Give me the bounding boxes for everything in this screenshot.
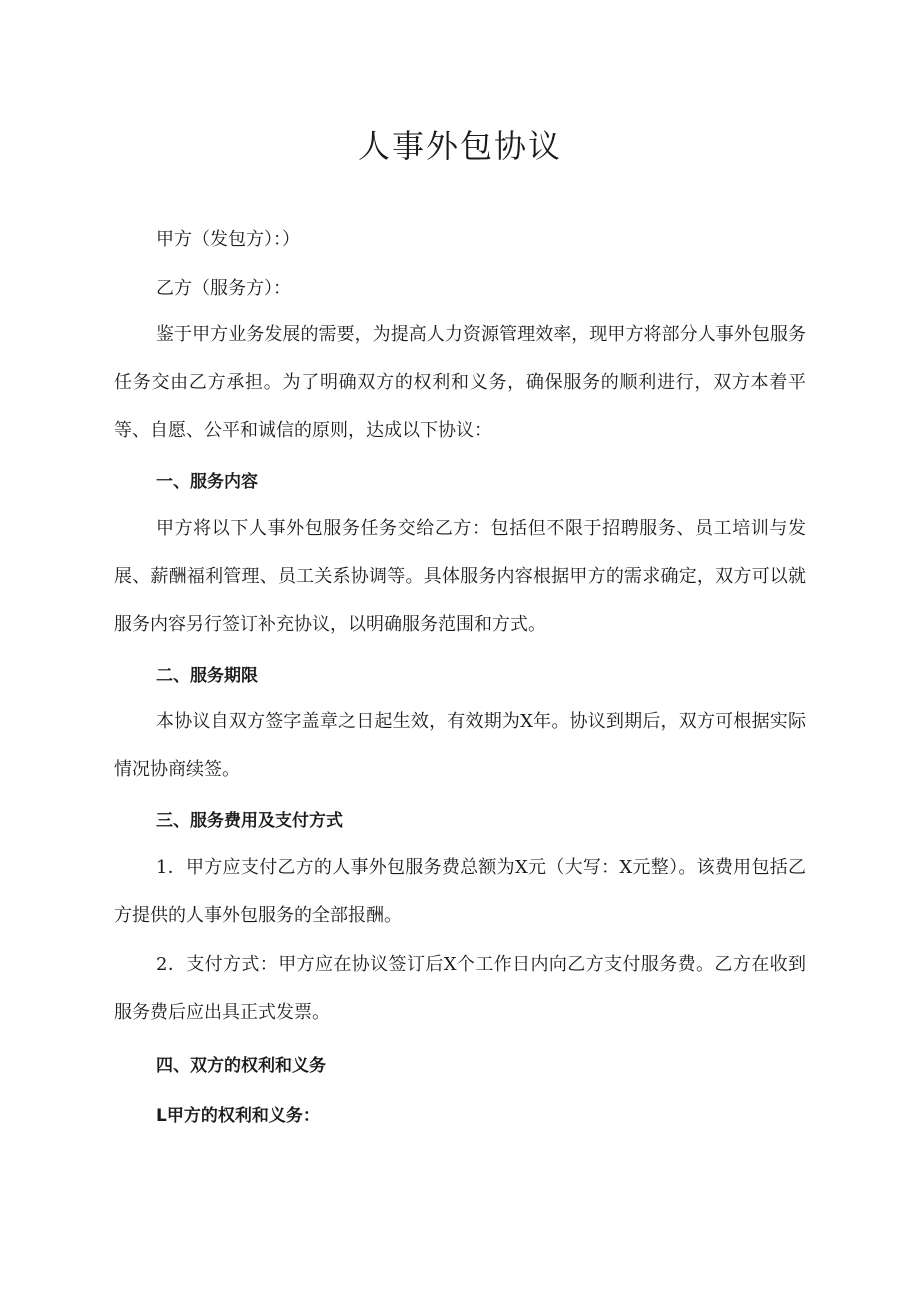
- preamble-paragraph: 鉴于甲方业务发展的需要，为提高人力资源管理效率，现甲方将部分人事外包服务任务交由乙方承担。为了明确双方的权利和义务，确保服务的顺利进行，双方本着平等、自愿、公平和诚信的原则，达成以下协议：: [114, 324, 806, 441]
- section-3-item-1: 1．甲方应支付乙方的人事外包服务费总额为X元（大写：X元整）。该费用包括乙方提供的人事外包服务的全部报酬。: [114, 857, 806, 926]
- party-a-line: 甲方（发包方）：）: [156, 229, 300, 250]
- section-4-subheading: L甲方的权利和义务：: [156, 1106, 320, 1126]
- section-1-heading: 一、服务内容: [156, 472, 258, 492]
- section-1-body: 甲方将以下人事外包服务任务交给乙方：包括但不限于招聘服务、员工培训与发展、薪酬福利管理、员工关系协调等。具体服务内容根据甲方的需求确定，双方可以就服务内容另行签订补充协议，以明确服务范围和方式。: [114, 518, 806, 635]
- section-4-heading: 四、双方的权利和义务: [156, 1056, 326, 1076]
- section-3-heading: 三、服务费用及支付方式: [156, 811, 343, 831]
- document-title: 人事外包协议: [357, 127, 562, 165]
- section-3-item-2: 2．支付方式：甲方应在协议签订后X个工作日内向乙方支付服务费。乙方在收到服务费后应出具正式发票。: [114, 954, 806, 1023]
- section-2-body: 本协议自双方签字盖章之日起生效，有效期为X年。协议到期后，双方可根据实际情况协商续签。: [114, 711, 806, 780]
- party-b-line: 乙方（服务方）：: [156, 278, 291, 299]
- section-2-heading: 二、服务期限: [156, 666, 258, 686]
